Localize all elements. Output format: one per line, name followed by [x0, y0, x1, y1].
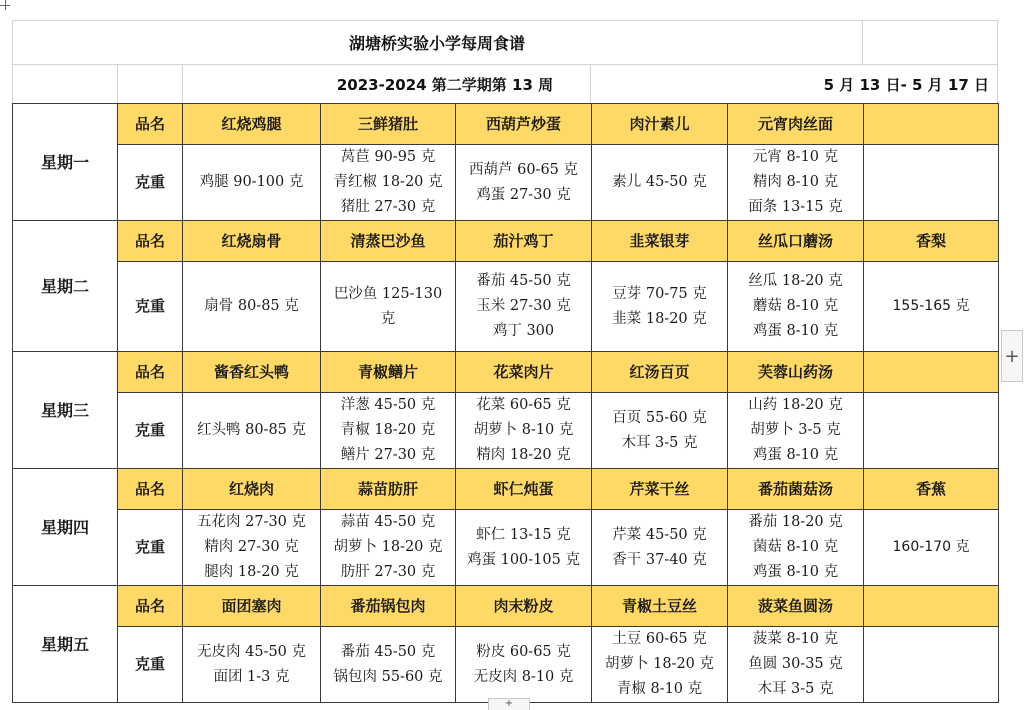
dish-name-cell: 番茄锅包肉 [321, 586, 456, 627]
weekday-cell: 星期四 [13, 469, 118, 586]
ingredient-weight-line: 精肉 27-30 克 [204, 539, 299, 555]
dish-name-cell: 虾仁炖蛋 [456, 469, 592, 510]
table-corner-marker [0, 0, 10, 10]
dish-name-cell: 青椒鳝片 [321, 352, 456, 393]
fruit-name-cell [864, 352, 999, 393]
ingredient-weight-line: 粉皮 60-65 克 [476, 643, 571, 660]
fruit-weight-cell: 160-170 克 [864, 510, 999, 586]
ingredient-weight-line: 洋葱 45-50 克 [340, 397, 436, 413]
ingredient-weight-cell [728, 510, 864, 586]
dish-name-row [13, 586, 999, 627]
dish-name-cell: 肉末粉皮 [456, 586, 592, 627]
dish-name-cell: 红汤百页 [592, 352, 728, 393]
dish-name-row [13, 221, 999, 262]
ingredient-weight-line: 胡萝卜 8-10 克 [473, 422, 574, 438]
ingredient-weight-cell [183, 262, 321, 352]
ingredient-weight-line: 红头鸭 80-85 克 [196, 422, 307, 438]
fruit-weight-cell [864, 393, 999, 469]
dish-weight-row [13, 627, 999, 703]
ingredient-weight-line: 精肉 8-10 克 [752, 174, 839, 190]
fruit-weight-cell [864, 145, 999, 221]
ingredient-weight-line: 鸡蛋 8-10 克 [752, 564, 839, 580]
ingredient-weight-cell [183, 145, 321, 221]
ingredient-weight-line: 百页 55-60 克 [612, 409, 707, 426]
fruit-weight-cell: 155-165 克 [864, 262, 999, 352]
ingredient-weight-cell [456, 510, 592, 586]
dish-name-cell: 丝瓜口蘑汤 [728, 221, 864, 262]
dish-name-cell: 番茄菌菇汤 [728, 469, 864, 510]
ingredient-weight-line: 菠菜 8-10 克 [752, 631, 839, 647]
dish-name-row [13, 352, 999, 393]
header-grid-line [117, 64, 118, 104]
name-label-cell: 品名 [118, 221, 183, 262]
ingredient-weight-line: 菌菇 8-10 克 [752, 539, 839, 555]
ingredient-weight-line: 土豆 60-65 克 [612, 631, 707, 647]
ingredient-weight-line: 精肉 18-20 克 [476, 447, 571, 463]
dish-name-cell: 茄汁鸡丁 [456, 221, 592, 262]
ingredient-weight-cell [456, 145, 592, 221]
ingredient-weight-cell [592, 627, 728, 703]
dish-name-cell: 红烧鸡腿 [183, 104, 321, 145]
ingredient-weight-line: 鸡蛋 27-30 克 [476, 186, 571, 203]
ingredient-weight-line: 番茄 45-50 克 [476, 273, 571, 289]
dish-name-cell: 清蒸巴沙鱼 [321, 221, 456, 262]
ingredient-weight-line: 无皮肉 45-50 克 [196, 643, 307, 660]
ingredient-weight-cell [321, 510, 456, 586]
ingredient-weight-cell [728, 262, 864, 352]
ingredient-weight-line: 无皮肉 8-10 克 [473, 668, 574, 685]
dish-name-cell: 三鲜猪肚 [321, 104, 456, 145]
ingredient-weight-line: 克 [380, 310, 396, 327]
ingredient-weight-line: 鸡蛋 8-10 克 [752, 447, 839, 463]
dish-name-row [13, 104, 999, 145]
ingredient-weight-line: 木耳 3-5 克 [757, 681, 834, 697]
date-range-label: 5 月 13 日- 5 月 17 日 [823, 75, 989, 94]
dish-weight-row [13, 393, 999, 469]
dish-name-cell: 蒜苗肪肝 [321, 469, 456, 510]
dish-name-cell: 青椒土豆丝 [592, 586, 728, 627]
ingredient-weight-line: 鸡腿 90-100 克 [199, 174, 304, 190]
name-label-cell: 品名 [118, 352, 183, 393]
ingredient-weight-cell [592, 510, 728, 586]
ingredient-weight-line: 鳝片 27-30 克 [340, 447, 436, 463]
ingredient-weight-line: 青红椒 18-20 克 [333, 174, 443, 190]
add-row-plus: + [504, 698, 514, 709]
dish-weight-row [13, 262, 999, 352]
ingredient-weight-line: 锅包肉 55-60 克 [333, 668, 443, 685]
dish-weight-row [13, 510, 999, 586]
ingredient-weight-line: 虾仁 13-15 克 [476, 526, 571, 543]
ingredient-weight-line: 元宵 8-10 克 [752, 149, 839, 165]
header-grid-line [997, 20, 998, 104]
fruit-name-cell: 香蕉 [864, 469, 999, 510]
dish-name-row [13, 469, 999, 510]
ingredient-weight-line: 青椒 8-10 克 [616, 681, 703, 697]
dish-name-cell: 肉汁素儿 [592, 104, 728, 145]
ingredient-weight-line: 青椒 18-20 克 [340, 422, 436, 438]
ingredient-weight-cell [183, 627, 321, 703]
weekday-cell: 星期二 [13, 221, 118, 352]
name-label-cell: 品名 [118, 586, 183, 627]
dish-name-cell: 韭菜银芽 [592, 221, 728, 262]
dish-name-cell: 酱香红头鸭 [183, 352, 321, 393]
ingredient-weight-cell [728, 145, 864, 221]
ingredient-weight-line: 芹菜 45-50 克 [612, 526, 707, 543]
ingredient-weight-cell [183, 393, 321, 469]
fruit-name-cell [864, 104, 999, 145]
name-label-cell: 品名 [118, 104, 183, 145]
ingredient-weight-line: 肪肝 27-30 克 [340, 564, 436, 580]
weight-label-cell: 克重 [118, 627, 183, 703]
dish-name-cell: 西葫芦炒蛋 [456, 104, 592, 145]
document-title: 湖塘桥实验小学每周食谱 [348, 33, 525, 53]
ingredient-weight-line: 鸡丁 300 [492, 323, 555, 339]
add-row-handle[interactable] [488, 698, 530, 710]
ingredient-weight-line: 韭菜 18-20 克 [612, 310, 707, 327]
name-label-cell: 品名 [118, 469, 183, 510]
weekly-menu-table [12, 103, 999, 703]
ingredient-weight-line: 西葫芦 60-65 克 [468, 161, 579, 178]
weekday-cell: 星期五 [13, 586, 118, 703]
weight-label-cell: 克重 [118, 145, 183, 221]
weight-label-cell: 克重 [118, 510, 183, 586]
weight-label-cell: 克重 [118, 262, 183, 352]
ingredient-weight-line: 胡萝卜 18-20 克 [333, 539, 443, 555]
ingredient-weight-cell [456, 393, 592, 469]
ingredient-weight-line: 鸡蛋 8-10 克 [752, 323, 839, 339]
ingredient-weight-line: 五花肉 27-30 克 [196, 514, 307, 530]
ingredient-weight-line: 腿肉 18-20 克 [204, 564, 299, 580]
dish-name-cell: 红烧扇骨 [183, 221, 321, 262]
ingredient-weight-line: 面团 1-3 克 [213, 668, 290, 685]
dish-name-cell: 红烧肉 [183, 469, 321, 510]
term-week-label: 2023-2024 第二学期第 13 周 [336, 75, 554, 94]
dish-name-cell: 菠菜鱼圆汤 [728, 586, 864, 627]
ingredient-weight-cell [592, 262, 728, 352]
ingredient-weight-line: 玉米 27-30 克 [476, 298, 571, 314]
dish-name-cell: 芹菜干丝 [592, 469, 728, 510]
ingredient-weight-line: 猪肚 27-30 克 [340, 199, 436, 215]
ingredient-weight-line: 香干 37-40 克 [612, 551, 707, 568]
header-grid-line [182, 64, 183, 104]
dish-name-cell: 元宵肉丝面 [728, 104, 864, 145]
ingredient-weight-cell [456, 627, 592, 703]
ingredient-weight-line: 胡萝卜 3-5 克 [750, 422, 841, 438]
ingredient-weight-line: 鱼圆 30-35 克 [748, 656, 843, 672]
ingredient-weight-line: 番茄 18-20 克 [748, 514, 843, 530]
ingredient-weight-cell [321, 145, 456, 221]
ingredient-weight-line: 山药 18-20 克 [748, 397, 843, 413]
ingredient-weight-line: 素儿 45-50 克 [612, 174, 707, 190]
header-grid-line [590, 64, 591, 104]
dish-weight-row [13, 145, 999, 221]
ingredient-weight-cell [321, 262, 456, 352]
ingredient-weight-cell [321, 627, 456, 703]
ingredient-weight-cell [183, 510, 321, 586]
ingredient-weight-cell [592, 393, 728, 469]
weight-label-cell: 克重 [118, 393, 183, 469]
ingredient-weight-line: 木耳 3-5 克 [621, 434, 698, 451]
fruit-weight-cell [864, 627, 999, 703]
ingredient-weight-line: 豆芽 70-75 克 [612, 285, 707, 302]
ingredient-weight-line: 鸡蛋 100-105 克 [467, 551, 580, 568]
add-column-handle[interactable]: + [1001, 330, 1023, 382]
dish-name-cell: 花菜肉片 [456, 352, 592, 393]
ingredient-weight-line: 巴沙鱼 125-130 [333, 285, 443, 302]
ingredient-weight-line: 蒜苗 45-50 克 [340, 514, 436, 530]
ingredient-weight-cell [592, 145, 728, 221]
fruit-name-cell [864, 586, 999, 627]
weekday-cell: 星期三 [13, 352, 118, 469]
dish-name-cell: 面团塞肉 [183, 586, 321, 627]
ingredient-weight-line: 莴苣 90-95 克 [340, 149, 436, 165]
ingredient-weight-cell [728, 627, 864, 703]
ingredient-weight-line: 胡萝卜 18-20 克 [604, 656, 715, 672]
ingredient-weight-line: 丝瓜 18-20 克 [748, 273, 843, 289]
ingredient-weight-cell [728, 393, 864, 469]
ingredient-weight-line: 番茄 45-50 克 [340, 643, 436, 660]
ingredient-weight-cell [321, 393, 456, 469]
ingredient-weight-line: 花菜 60-65 克 [476, 397, 571, 413]
weekday-cell: 星期一 [13, 104, 118, 221]
ingredient-weight-cell [456, 262, 592, 352]
ingredient-weight-line: 面条 13-15 克 [748, 199, 843, 215]
header-grid-line [12, 64, 998, 65]
header-grid-line [862, 20, 863, 64]
fruit-name-cell: 香梨 [864, 221, 999, 262]
ingredient-weight-line: 扇骨 80-85 克 [204, 298, 299, 314]
ingredient-weight-line: 蘑菇 8-10 克 [752, 298, 839, 314]
dish-name-cell: 芙蓉山药汤 [728, 352, 864, 393]
